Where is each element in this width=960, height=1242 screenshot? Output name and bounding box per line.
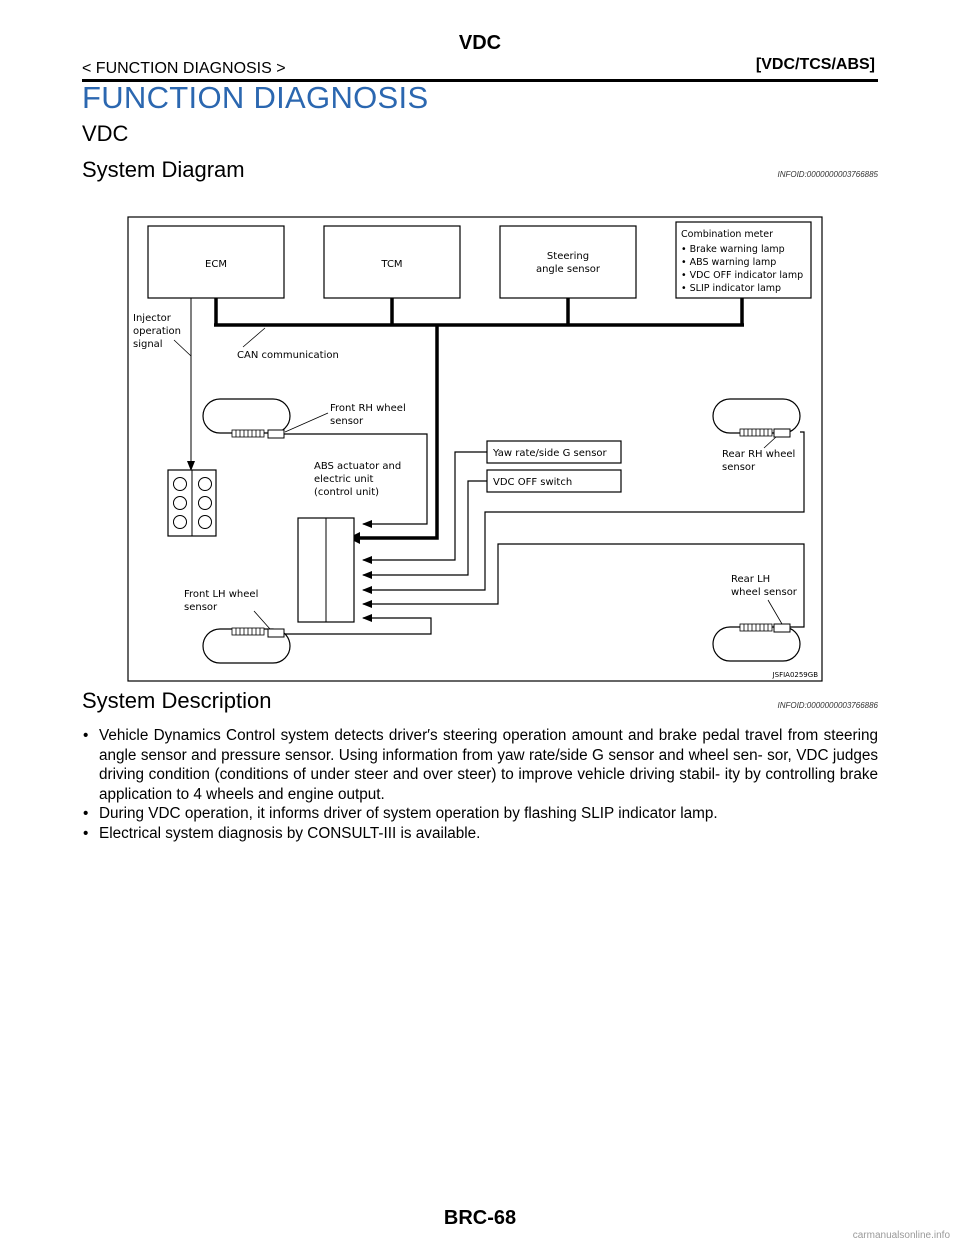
combination-meter-item: • SLIP indicator lamp xyxy=(681,283,782,294)
rear-rh-wheel xyxy=(713,399,800,433)
combination-meter-title: Combination meter xyxy=(681,229,774,240)
combination-meter-item: • ABS warning lamp xyxy=(681,257,777,268)
figure-code: JSFIA0259GB xyxy=(772,671,818,679)
injector-label-1: Injector xyxy=(133,313,171,324)
vdc-off-switch-label: VDC OFF switch xyxy=(493,477,573,488)
front-rh-tone-ring xyxy=(232,430,264,437)
yaw-rate-label: Yaw rate/side G sensor xyxy=(493,448,607,459)
section-title: FUNCTION DIAGNOSIS xyxy=(82,80,429,115)
subsection-title: VDC xyxy=(82,121,129,146)
system-description-infoid: INFOID:0000000003766886 xyxy=(777,701,878,710)
front-lh-sensor xyxy=(268,629,284,637)
rear-rh-label-2: sensor xyxy=(722,462,756,473)
tcm-label: TCM xyxy=(381,259,403,270)
front-rh-label-2: sensor xyxy=(330,416,364,427)
rear-rh-sensor xyxy=(774,429,790,437)
steering-label-2: angle sensor xyxy=(535,264,601,275)
combination-meter-item: • Brake warning lamp xyxy=(681,244,785,255)
bullet-mark: • xyxy=(83,805,89,822)
front-rh-label-1: Front RH wheel xyxy=(330,403,406,414)
front-rh-wheel xyxy=(203,399,290,433)
system-diagram-infoid: INFOID:0000000003766885 xyxy=(777,170,878,179)
list-item xyxy=(82,824,878,844)
system-diagram-heading: System Diagram xyxy=(82,157,245,182)
list-item xyxy=(82,804,878,824)
steering-label-1: Steering xyxy=(546,251,590,262)
watermark: carmanualsonline.info xyxy=(852,1230,950,1241)
list-item-text: During VDC operation, it informs driver of system operation by flashing SLIP indicator lamp. xyxy=(99,805,718,822)
front-lh-label-2: sensor xyxy=(184,602,218,613)
abs-label-2: electric unit xyxy=(314,474,374,485)
rear-rh-tone-ring xyxy=(740,429,772,436)
section-tag: [VDC/TCS/ABS] xyxy=(755,56,875,73)
bullet-mark: • xyxy=(83,824,89,842)
front-lh-label-1: Front LH wheel xyxy=(184,589,259,600)
system-description-heading: System Description xyxy=(82,688,272,713)
list-item-text: Vehicle Dynamics Control system detects driver′s steering operation amount and brake pedal travel from steering angle sensor and pressure sensor. Using information from yaw rate/side G sensor and wheel sen- sor, VDC judges driving condition (conditions of under steer and over steer) to improve vehicle driving stabil- ity by controlling brake application to 4 wheels and engine output. xyxy=(99,727,878,803)
rear-lh-sensor xyxy=(774,624,790,632)
front-rh-sensor xyxy=(268,430,284,438)
abs-label-3: (control unit) xyxy=(314,487,380,498)
breadcrumb: < FUNCTION DIAGNOSIS > xyxy=(82,60,286,77)
page-number: BRC-68 xyxy=(443,1207,517,1229)
injector-label-3: signal xyxy=(133,339,163,350)
page-header-title: VDC xyxy=(458,32,502,54)
combination-meter-item: • VDC OFF indicator lamp xyxy=(681,270,804,281)
rear-rh-label-1: Rear RH wheel xyxy=(722,449,796,460)
abs-label-1: ABS actuator and xyxy=(314,461,402,472)
list-item xyxy=(82,726,878,804)
front-lh-tone-ring xyxy=(232,628,264,635)
rear-lh-tone-ring xyxy=(740,624,772,631)
system-diagram-figure xyxy=(127,216,823,682)
bullet-mark: • xyxy=(83,727,89,744)
rear-lh-label-2: wheel sensor xyxy=(731,587,797,598)
can-communication-label: CAN communication xyxy=(237,350,339,361)
injector-label-2: operation xyxy=(133,326,182,337)
description-list xyxy=(82,726,878,843)
rear-lh-label-1: Rear LH xyxy=(731,574,771,585)
steering-sensor-box xyxy=(500,226,636,298)
ecm-label: ECM xyxy=(205,259,227,270)
list-item-text: Electrical system diagnosis by CONSULT-III is available. xyxy=(99,824,481,842)
